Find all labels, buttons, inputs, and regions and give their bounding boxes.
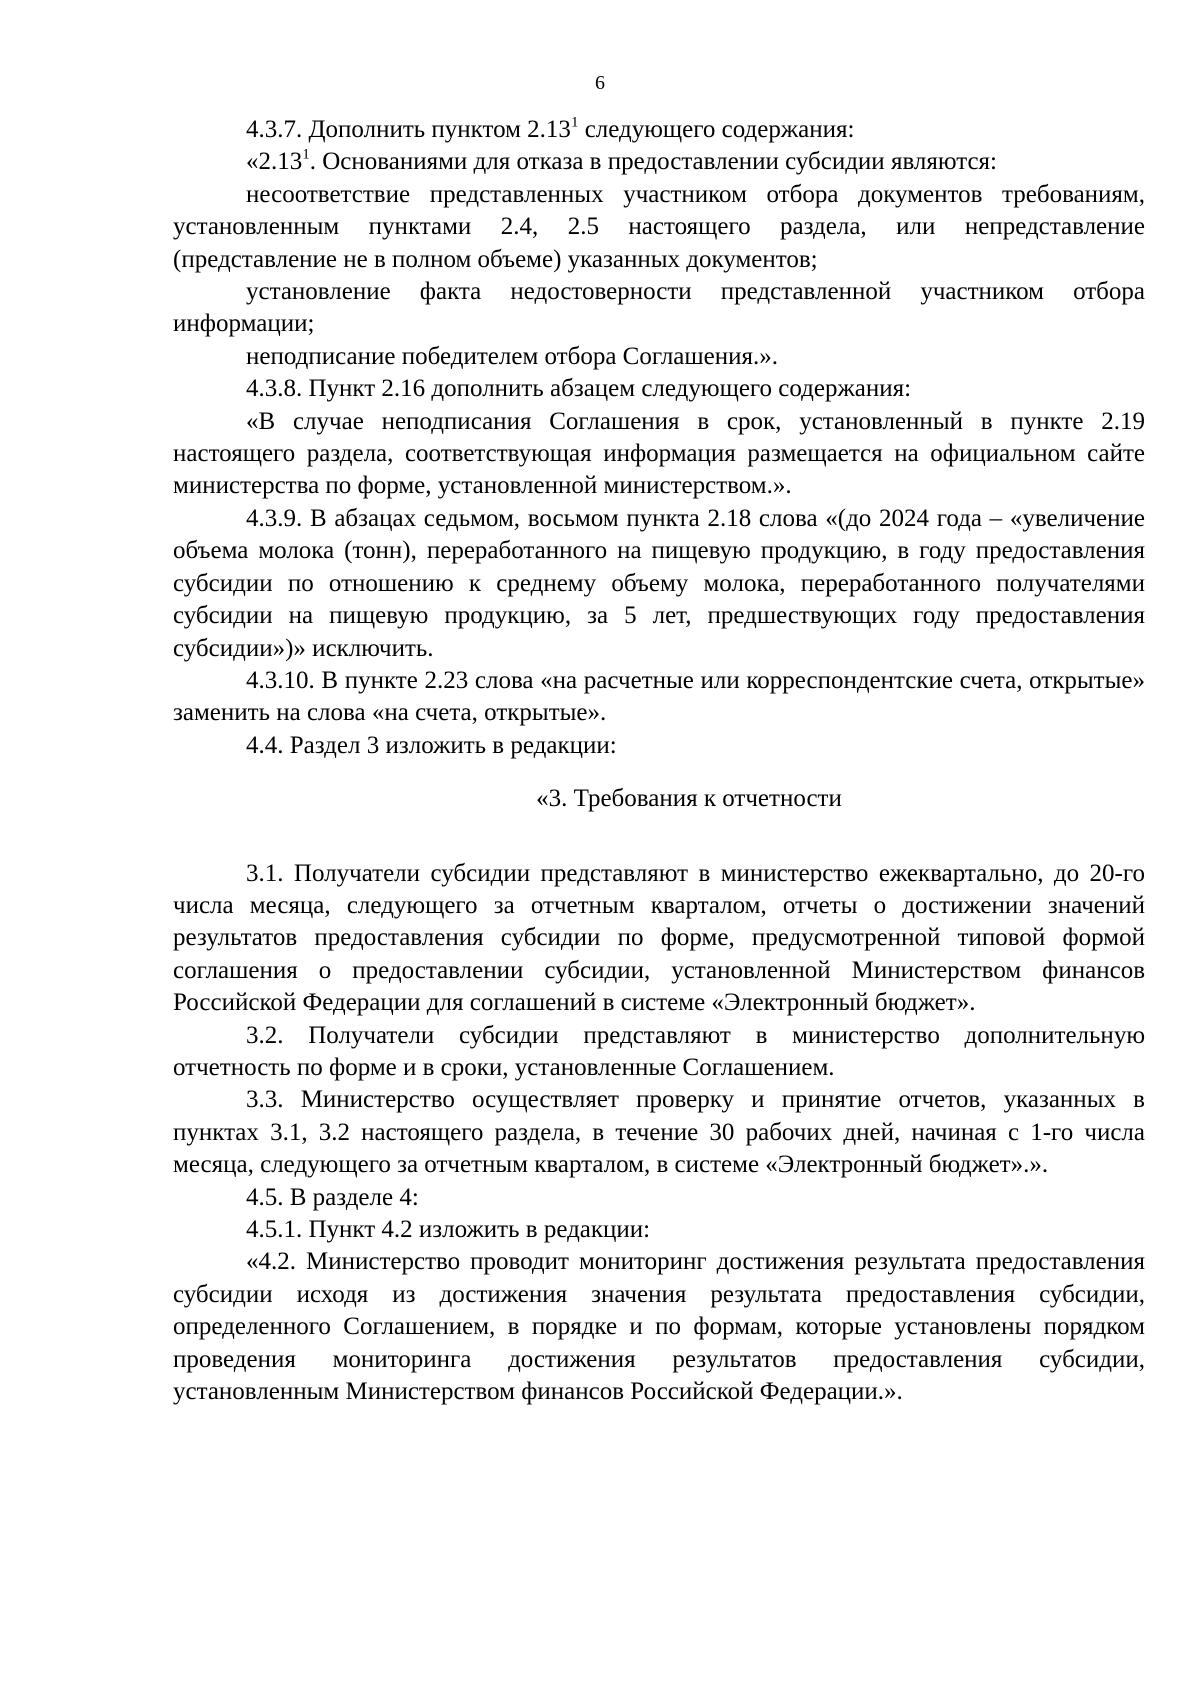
- paragraph-quote-2-16: «В случае неподписания Соглашения в срок, установленный в пункте 2.19 настоящего раздела, соответствующая информация размещается на официальном сайте министерства по форме, установленной министерством.».: [173, 407, 1145, 500]
- superscript: 1: [570, 114, 579, 131]
- paragraph-3-2: 3.2. Получатели субсидии представляют в министерство дополнительную отчетность по форме и в сроки, установленные Соглашением.: [173, 1021, 1145, 1081]
- paragraph-4-4: 4.4. Раздел 3 изложить в редакции:: [246, 731, 617, 759]
- paragraph-4-3-9: 4.3.9. В абзацах седьмом, восьмом пункта 2.18 слова «(до 2024 года – «увеличение объема молока (тонн), переработанного на пищевую продукцию, в году предоставления субсидии по отношению к среднему объему молока, переработанного получателями субсидии на пищевую продукцию, за 5 лет, предшествующих году предоставления субсидии»)» исключить.: [173, 504, 1145, 662]
- paragraph-4-2: «4.2. Министерство проводит мониторинг достижения результата предоставления субсидии исходя из достижения значения результата предоставления субсидии, определенного Соглашением, в порядке и по формам, которые установлены порядком проведения мониторинга достижения результатов предоставления субсидии, установленным Министерством финансов Российской Федерации.».: [173, 1248, 1145, 1406]
- paragraph-nonconformity: несоответствие представленных участником отбора документов требованиям, установленным пунктами 2.4, 2.5 настоящего раздела, или непредставление (представление не в полном объеме) указанных документов;: [173, 180, 1145, 273]
- paragraph-4-5-1: 4.5.1. Пункт 4.2 изложить в редакции:: [246, 1216, 651, 1243]
- paragraph-3-1: 3.1. Получатели субсидии представляют в министерство ежеквартально, до 20-го числа месяца, следующего за отчетным кварталом, отчеты о достижении значений результатов предоставления субсидии по форме, предусмотренной типовой формой соглашения о предоставлении субсидии, установленной Министерством финансов Российской Федерации для соглашений в системе «Электронный бюджет».: [173, 859, 1145, 1017]
- paragraph-4-3-10: 4.3.10. В пункте 2.23 слова «на расчетные или корреспондентские счета, открытые» заменить на слова «на счета, открытые».: [173, 666, 1145, 727]
- paragraph-non-signing: неподписание победителем отбора Соглашения.».: [246, 342, 779, 370]
- paragraph-4-3-7: 4.3.7. Дополнить пунктом 2.13$^1$ следующего содержания:: [246, 114, 855, 143]
- paragraph-4-3-8: 4.3.8. Пункт 2.16 дополнить абзацем следующего содержания:: [246, 375, 912, 403]
- paragraph-2-13-1: «2.13$^1$. Основаниями для отказа в предоставлении субсидии являются:: [246, 146, 998, 176]
- document-body: [173, 114, 1145, 1408]
- paragraph-3-3: 3.3. Министерство осуществляет проверку и принятие отчетов, указанных в пунктах 3.1, 3.2 настоящего раздела, в течение 30 рабочих дней, начиная с 1-го числа месяца, следующего за отчетным кварталом, в системе «Электронный бюджет».».: [173, 1086, 1145, 1179]
- page-number: 6: [595, 72, 605, 94]
- paragraph-unreliability: установление факта недостоверности представленной участником отбора информации;: [173, 278, 1145, 338]
- superscript: 1: [302, 146, 310, 163]
- section-heading: «3. Требования к отчетности: [536, 785, 842, 813]
- paragraph-4-5: 4.5. В разделе 4:: [246, 1183, 419, 1211]
